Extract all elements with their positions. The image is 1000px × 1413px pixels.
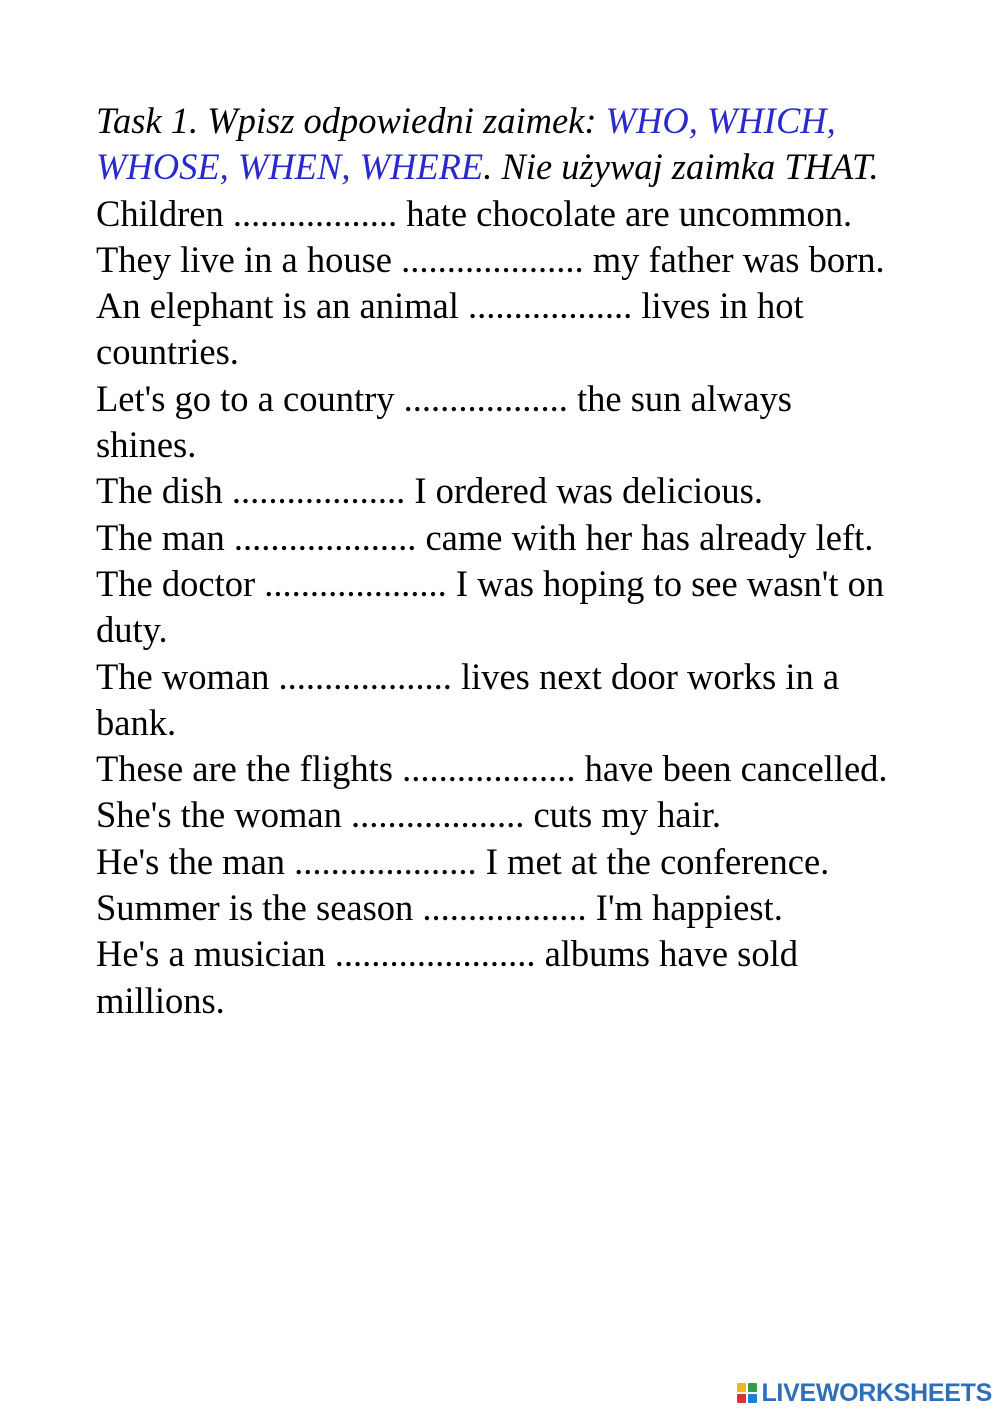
sentence-1: Children .................. hate chocolate are uncommon. <box>96 192 853 234</box>
sentence-13: He's a musician ...................... albums have sold millions. <box>96 933 799 1021</box>
sentence-6: The man .................... came with her has already left. <box>96 516 874 558</box>
task-heading <box>96 98 896 191</box>
logo-square-yellow <box>737 1383 746 1392</box>
sentence-4: Let's go to a country .................. the sun always shines. <box>96 377 792 466</box>
sentence-9: These are the flights ................... have been cancelled. <box>96 748 888 790</box>
sentence-5: The dish ................... I ordered was delicious. <box>96 470 763 512</box>
worksheet-content <box>96 98 896 1024</box>
logo-square-blue <box>748 1394 757 1403</box>
sentence-3: An elephant is an animal .................. lives in hot countries. <box>96 285 804 373</box>
task-instruction: Task 1. Wpisz odpowiedni zaimek: <box>96 100 606 141</box>
sentence-12: Summer is the season .................. I'm happiest. <box>96 887 783 929</box>
logo-square-green <box>748 1383 757 1392</box>
pronoun-list: WHO, WHICH, WHOSE, WHEN, WHERE <box>96 100 836 188</box>
sentence-7: The doctor .................... I was hoping to see wasn't on duty. <box>96 562 885 651</box>
liveworksheets-logo-icon <box>737 1383 757 1403</box>
logo-square-red <box>737 1394 746 1403</box>
liveworksheets-logo <box>737 1379 992 1407</box>
sentence-8: The woman ................... lives next door works in a bank. <box>96 655 840 743</box>
sentence-2: They live in a house .................... my father was born. <box>96 238 885 280</box>
task-note: . Nie używaj zaimka THAT. <box>483 146 879 188</box>
sentence-11: He's the man .................... I met at the conference. <box>96 840 830 882</box>
sentence-10: She's the woman ................... cuts my hair. <box>96 794 721 836</box>
logo-text: LIVEWORKSHEETS <box>761 1379 992 1407</box>
